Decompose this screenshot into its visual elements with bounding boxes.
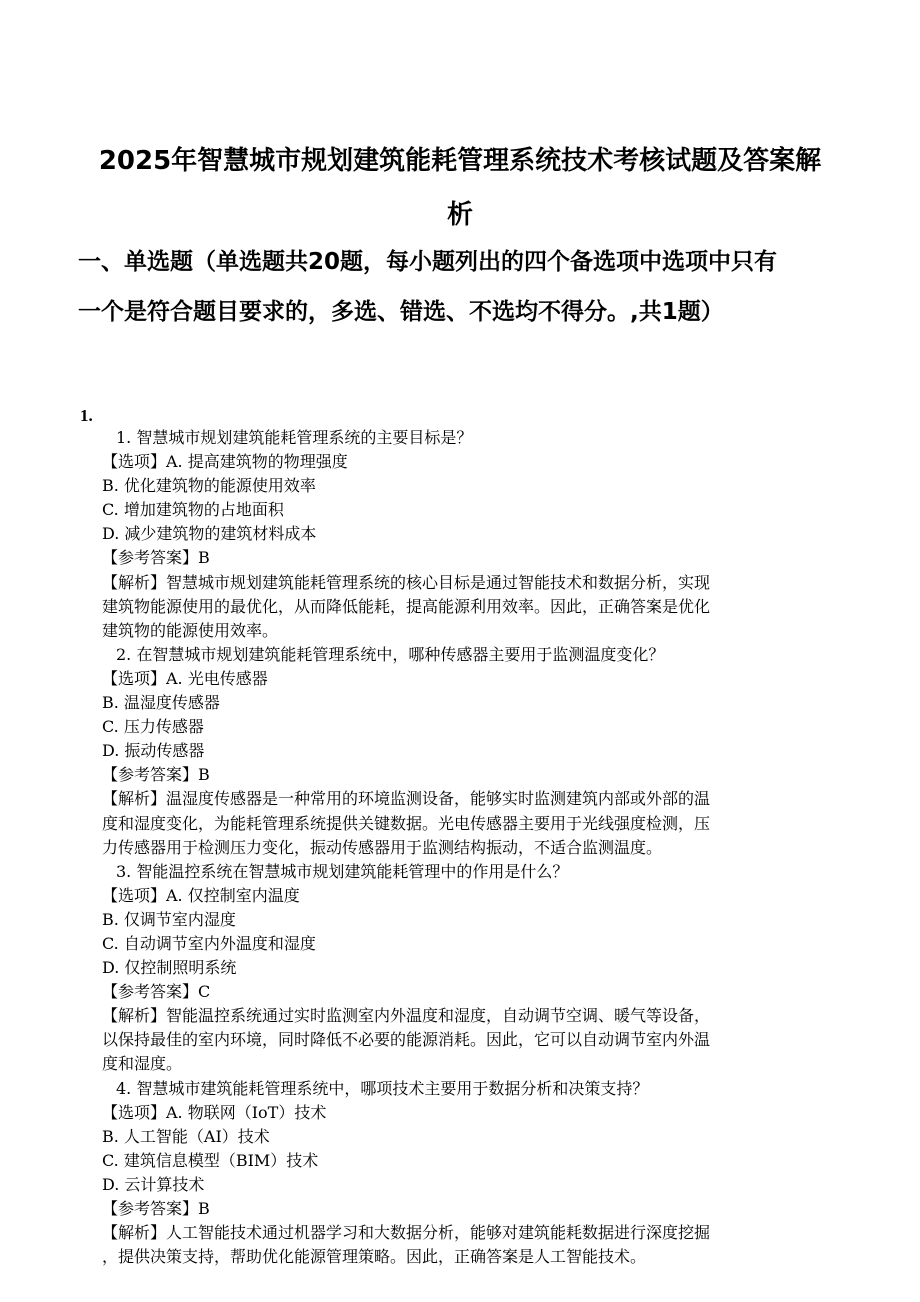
question-answer: 【参考答案】B xyxy=(102,548,210,568)
section-heading-line-1: 一、单选题（单选题共20题，每小题列出的四个备选项中选项中只有 xyxy=(78,249,778,275)
question-option: C. 自动调节室内外温度和湿度 xyxy=(102,933,316,953)
question-analysis-line: 力传感器用于检测压力变化，振动传感器用于监测结构振动，不适合监测温度。 xyxy=(102,837,663,857)
question-option: B. 仅调节室内湿度 xyxy=(102,909,236,929)
question-analysis-line: 【解析】人工智能技术通过机器学习和大数据分析，能够对建筑能耗数据进行深度挖掘 xyxy=(102,1223,711,1243)
question-option: B. 温湿度传感器 xyxy=(102,693,220,713)
question-option: B. 优化建筑物的能源使用效率 xyxy=(102,476,316,496)
question-answer: 【参考答案】C xyxy=(102,982,211,1002)
section-heading xyxy=(78,237,848,337)
question-analysis-line: ，提供决策支持，帮助优化能源管理策略。因此，正确答案是人工智能技术。 xyxy=(102,1247,647,1267)
question-analysis-line: 【解析】智慧城市规划建筑能耗管理系统的核心目标是通过智能技术和数据分析，实现 xyxy=(102,572,711,592)
question-analysis-line: 以保持最佳的室内环境，同时降低不必要的能源消耗。因此，它可以自动调节室内外温 xyxy=(102,1030,711,1050)
question-option: D. 仅控制照明系统 xyxy=(102,958,237,978)
question-analysis-line: 建筑物的能源使用效率。 xyxy=(102,620,279,640)
question-answer: 【参考答案】B xyxy=(102,1199,210,1218)
question-block xyxy=(102,643,817,860)
question-stem: 2. 在智慧城市规划建筑能耗管理系统中，哪种传感器主要用于监测温度变化？ xyxy=(116,644,665,664)
question-stem: 1. 智慧城市规划建筑能耗管理系统的主要目标是？ xyxy=(116,428,473,447)
question-option: C. 压力传感器 xyxy=(102,717,204,737)
question-analysis-line: 度和湿度。 xyxy=(102,1054,183,1074)
question-option: B. 人工智能（AI）技术 xyxy=(102,1126,270,1146)
document-title-line-1: 2025年智慧城市规划建筑能耗管理系统技术考核试题及答案解 xyxy=(98,146,822,176)
question-option: C. 建筑信息模型（BIM）技术 xyxy=(102,1150,319,1170)
question-option: D. 云计算技术 xyxy=(102,1174,205,1194)
question-analysis-line: 【解析】温湿度传感器是一种常用的环境监测设备，能够实时监测建筑内部或外部的温 xyxy=(102,789,711,809)
question-block xyxy=(102,860,817,1077)
question-analysis-line: 度和湿度变化，为能耗管理系统提供关键数据。光电传感器主要用于光线强度检测，压 xyxy=(102,813,711,833)
question-option: D. 振动传感器 xyxy=(102,741,205,761)
document-title-line-2: 析 xyxy=(446,200,473,230)
question-option: D. 减少建筑物的建筑材料成本 xyxy=(102,524,317,544)
question-option: C. 增加建筑物的占地面积 xyxy=(102,500,284,520)
question-list xyxy=(102,426,817,1269)
section-heading-line-2: 一个是符合题目要求的，多选、错选、不选均不得分。,共1题） xyxy=(78,299,724,325)
question-analysis-line: 【解析】智能温控系统通过实时监测室内外温度和湿度，自动调节空调、暖气等设备， xyxy=(102,1006,711,1026)
question-option: 【选项】A. 光电传感器 xyxy=(102,668,268,688)
question-option: 【选项】A. 提高建筑物的物理强度 xyxy=(102,452,348,472)
question-answer: 【参考答案】B xyxy=(102,765,210,785)
question-block xyxy=(102,1077,817,1270)
question-group-number: 1. xyxy=(80,406,93,425)
question-option: 【选项】A. 物联网（IoT）技术 xyxy=(102,1102,327,1122)
question-option: 【选项】A. 仅控制室内温度 xyxy=(102,885,300,905)
document-title xyxy=(70,134,850,242)
question-stem: 3. 智能温控系统在智慧城市规划建筑能耗管理中的作用是什么？ xyxy=(116,861,569,881)
question-analysis-line: 建筑物能源使用的最优化，从而降低能耗，提高能源利用效率。因此，正确答案是优化 xyxy=(102,596,711,616)
question-block xyxy=(102,426,817,643)
question-stem: 4. 智慧城市建筑能耗管理系统中，哪项技术主要用于数据分析和决策支持？ xyxy=(116,1078,649,1098)
